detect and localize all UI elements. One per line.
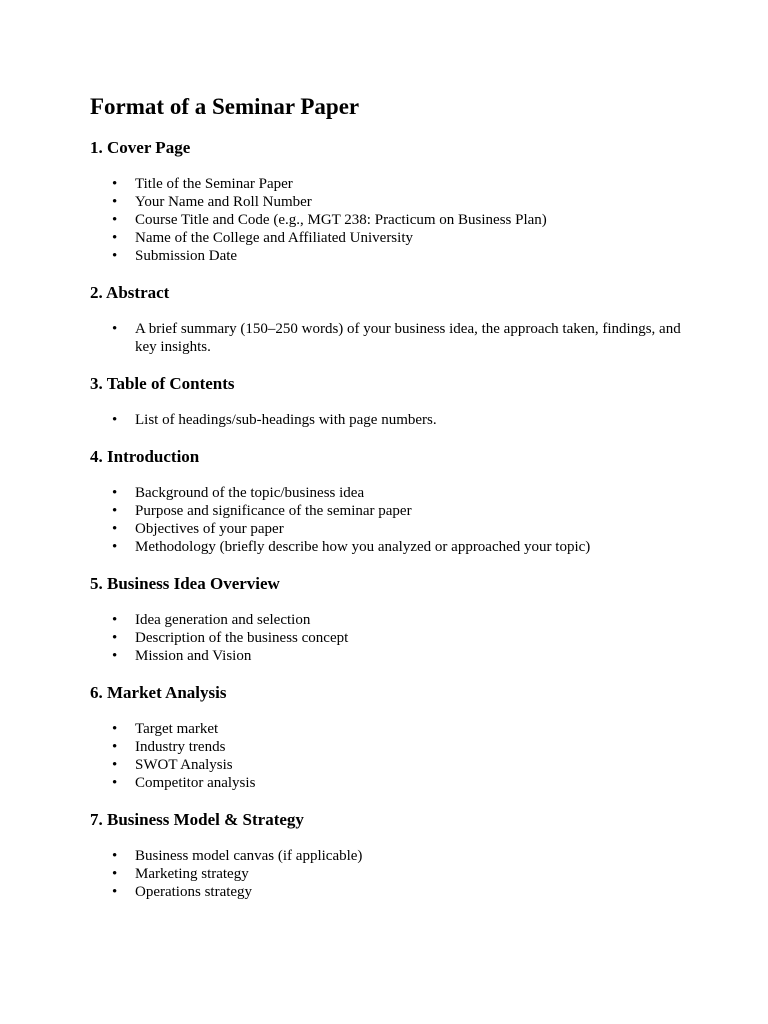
bullet-icon: • [112, 485, 118, 501]
list-item-text: Business model canvas (if applicable) [135, 848, 363, 864]
list-item-text: Methodology (briefly describe how you analyzed or approached your topic) [135, 539, 591, 555]
bullet-icon: • [112, 648, 118, 664]
list-item-text: Name of the College and Affiliated University [135, 230, 413, 246]
bullet-icon: • [112, 630, 118, 646]
list-item-text: Target market [135, 721, 219, 737]
list-item-text: Operations strategy [135, 884, 253, 900]
bullet-icon: • [112, 721, 118, 737]
list-item-text: List of headings/sub-headings with page numbers. [135, 412, 437, 428]
list-item [90, 629, 690, 647]
list-item-text: Title of the Seminar Paper [135, 176, 293, 192]
list-item [90, 538, 690, 556]
list-item [90, 847, 690, 865]
bullet-icon: • [112, 194, 118, 210]
list-item [90, 193, 690, 211]
list-item-text: Idea generation and selection [135, 612, 311, 628]
bullet-list [90, 720, 690, 792]
list-item-text: Your Name and Roll Number [135, 194, 312, 210]
list-item-text: SWOT Analysis [135, 757, 233, 773]
list-item-text: Background of the topic/business idea [135, 485, 365, 501]
section-heading: 3. Table of Contents [90, 374, 235, 393]
bullet-icon: • [112, 230, 118, 246]
list-item [90, 883, 690, 901]
list-item [90, 611, 690, 629]
bullet-icon: • [112, 521, 118, 537]
section-heading: 5. Business Idea Overview [90, 574, 280, 593]
bullet-icon: • [112, 212, 118, 228]
list-item [90, 247, 690, 265]
sections-container [90, 138, 690, 901]
bullet-icon: • [112, 321, 118, 337]
section-heading: 7. Business Model & Strategy [90, 810, 304, 829]
section-heading: 1. Cover Page [90, 138, 191, 157]
bullet-list [90, 611, 690, 665]
bullet-icon: • [112, 884, 118, 900]
bullet-list [90, 484, 690, 556]
bullet-icon: • [112, 612, 118, 628]
list-item [90, 520, 690, 538]
document-page [90, 93, 690, 919]
bullet-list [90, 175, 690, 265]
bullet-icon: • [112, 848, 118, 864]
section-heading: 4. Introduction [90, 447, 200, 466]
list-item [90, 647, 690, 665]
list-item [90, 175, 690, 193]
bullet-list [90, 847, 690, 901]
section-heading: 6. Market Analysis [90, 683, 227, 702]
bullet-list [90, 320, 690, 356]
bullet-icon: • [112, 248, 118, 264]
bullet-icon: • [112, 739, 118, 755]
list-item [90, 211, 690, 229]
bullet-icon: • [112, 412, 118, 428]
bullet-icon: • [112, 503, 118, 519]
list-item [90, 411, 690, 429]
bullet-icon: • [112, 176, 118, 192]
section-heading: 2. Abstract [90, 283, 170, 302]
list-item-text: Industry trends [135, 739, 226, 755]
bullet-icon: • [112, 775, 118, 791]
list-item [90, 774, 690, 792]
bullet-icon: • [112, 539, 118, 555]
list-item-text: Description of the business concept [135, 630, 349, 646]
list-item-text: Objectives of your paper [135, 521, 284, 537]
list-item-text: Competitor analysis [135, 775, 256, 791]
list-item [90, 484, 690, 502]
list-item [90, 738, 690, 756]
list-item-text: Marketing strategy [135, 866, 249, 882]
list-item-text: A brief summary (150–250 words) of your business idea, the approach taken, findings, and key insights. [135, 321, 681, 355]
list-item-text: Course Title and Code (e.g., MGT 238: Practicum on Business Plan) [135, 212, 547, 228]
list-item-text: Purpose and significance of the seminar paper [135, 503, 412, 519]
bullet-list [90, 411, 690, 429]
list-item [90, 756, 690, 774]
list-item-text: Mission and Vision [135, 648, 252, 664]
list-item [90, 229, 690, 247]
bullet-icon: • [112, 866, 118, 882]
list-item-text: Submission Date [135, 248, 238, 264]
bullet-icon: • [112, 757, 118, 773]
list-item [90, 865, 690, 883]
page-title: Format of a Seminar Paper [90, 94, 360, 119]
list-item [90, 502, 690, 520]
list-item [90, 720, 690, 738]
list-item [90, 320, 690, 356]
